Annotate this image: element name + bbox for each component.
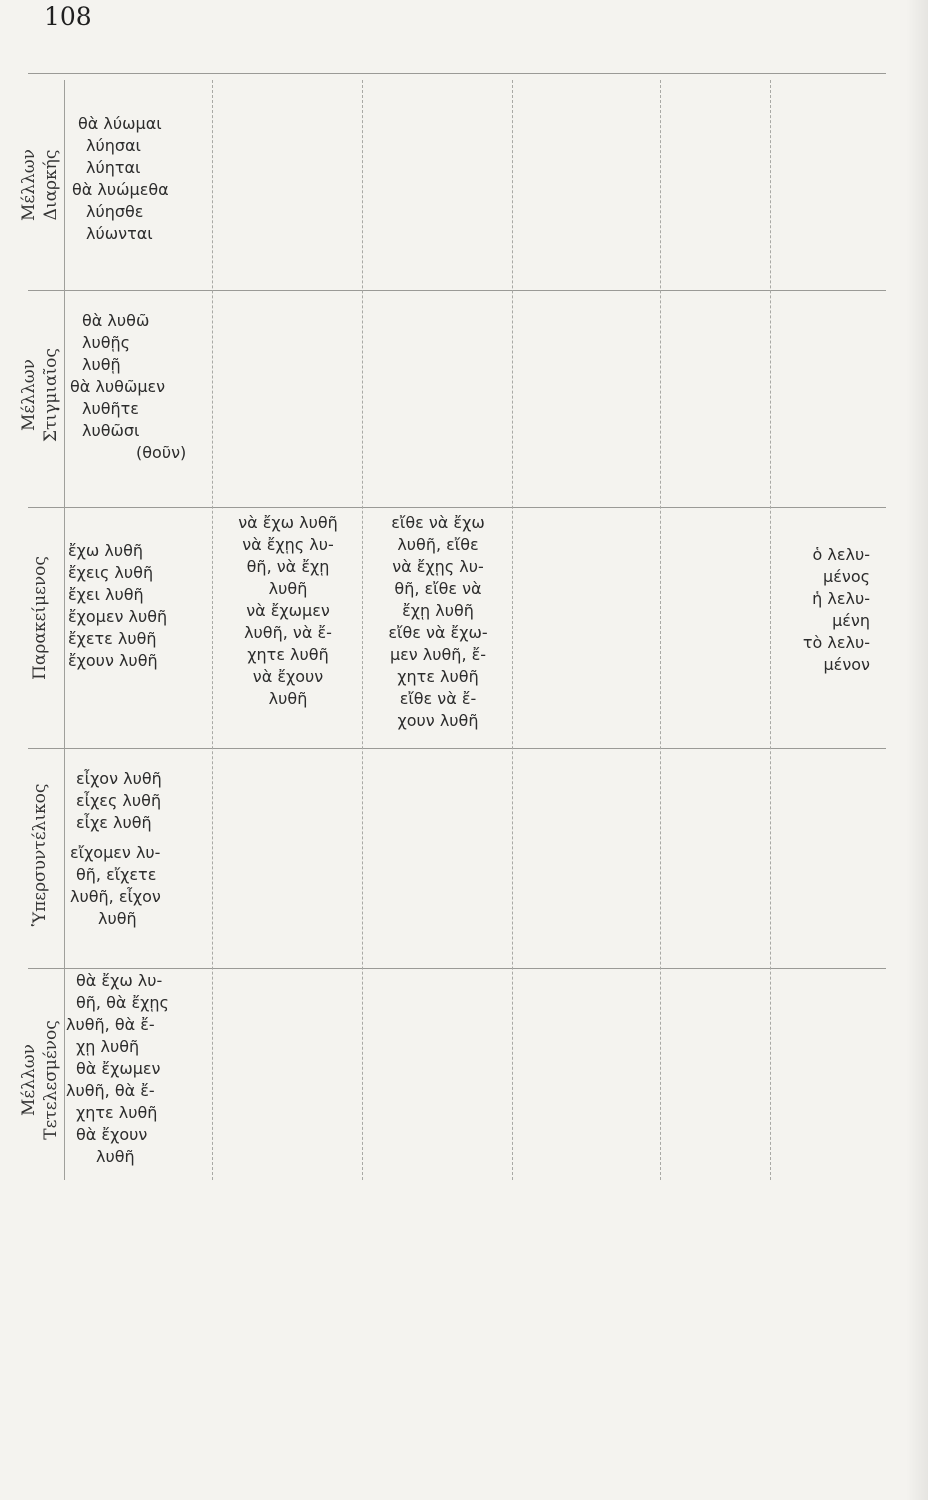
form-line: λυθῶσι (82, 421, 140, 440)
form-line: νὰ ἔχωμεν (246, 601, 330, 620)
form-line: (θοῦν) (136, 443, 187, 462)
form-line: λυθῆ, θὰ ἔ- (66, 1081, 155, 1100)
column-divider (512, 80, 513, 1180)
form-line: θὰ ἔχουν (76, 1125, 148, 1144)
form-line: λυθῆ (98, 909, 137, 928)
form-line: ἔχει λυθῆ (68, 585, 144, 604)
indicative-forms (70, 310, 186, 464)
form-line: εἴθε νὰ ἔχω- (388, 623, 488, 642)
column-divider (770, 80, 771, 1180)
form-line: ἔχετε λυθῆ (68, 629, 157, 648)
subjunctive-forms (214, 512, 362, 710)
form-line: τὸ λελυ- (802, 633, 870, 652)
form-line: μένον (823, 655, 870, 674)
form-line: λυθῆ (268, 579, 308, 598)
participle-forms (774, 544, 870, 676)
indicative-forms (68, 540, 167, 672)
indicative-forms (72, 113, 169, 245)
column-divider (212, 80, 213, 1180)
form-line: νὰ ἔχουν (252, 667, 324, 686)
form-line: θὰ λυθῶμεν (70, 377, 166, 396)
form-line: εἶχες λυθῆ (76, 791, 162, 810)
column-divider (362, 80, 363, 1180)
form-line: λυθῆ, εἴθε (397, 535, 479, 554)
optative-forms (364, 512, 512, 732)
form-line: νὰ ἔχῃς λυ- (242, 535, 334, 554)
form-line: λύηται (86, 158, 141, 177)
form-line: μένη (832, 611, 870, 630)
form-line: λύησαι (86, 136, 141, 155)
form-line: θῆ, νὰ ἔχῃ (246, 557, 330, 576)
form-line: θὰ λυθῶ (82, 311, 150, 330)
tense-label-line: Τετελεσμένος (41, 1020, 61, 1140)
row-divider (28, 290, 886, 291)
form-line: λυθῆ (96, 1147, 135, 1166)
tense-label-line: Διαρκής (41, 149, 61, 221)
tense-label-line: Στιγμιαῖος (41, 348, 61, 442)
form-line: θὰ ἔχω λυ- (76, 971, 163, 990)
form-line: ἔχω λυθῆ (68, 541, 144, 560)
form-line: μεν λυθῆ, ἔ- (389, 645, 487, 664)
form-line: λύησθε (86, 202, 144, 221)
form-line: θῆ, εἴθε νὰ (394, 579, 482, 598)
form-line: εἴθε νὰ ἔχω (391, 513, 485, 532)
column-divider (660, 80, 661, 1180)
form-line: εἶχον λυθῆ (76, 769, 162, 788)
form-line: λυθῆ (268, 689, 308, 708)
form-line: λυθῆ, εἶχον (70, 887, 161, 906)
form-line: ἡ λελυ- (812, 589, 870, 608)
form-line: λύωνται (86, 224, 153, 243)
page-edge-shadow (906, 0, 928, 1500)
form-line: εἴχομεν λυ- (70, 843, 161, 862)
form-line: ἔχῃ λυθῆ (402, 601, 474, 620)
form-line: θὰ λύωμαι (78, 114, 162, 133)
column-divider (64, 80, 65, 1180)
form-line: ὁ λελυ- (812, 545, 870, 564)
form-line: χητε λυθῆ (397, 667, 479, 686)
form-line: λυθῆ, νὰ ἔ- (244, 623, 332, 642)
form-line: λυθῇς (82, 333, 131, 352)
form-line: ἔχομεν λυθῆ (68, 607, 168, 626)
form-line: ἔχεις λυθῆ (68, 563, 154, 582)
form-line: χῃ λυθῆ (76, 1037, 140, 1056)
indicative-forms (66, 970, 169, 1168)
tense-label-line: Μέλλων (19, 359, 39, 431)
tense-label-line: Παρακείμενος (30, 556, 50, 680)
row-divider (28, 507, 886, 508)
row-divider (28, 748, 886, 749)
form-line: εἴθε νὰ ἔ- (399, 689, 477, 708)
indicative-forms (70, 768, 162, 930)
form-line: εἶχε λυθῆ (76, 813, 152, 832)
form-line: λυθῇ (82, 355, 121, 374)
form-line: θὰ ἔχωμεν (76, 1059, 161, 1078)
tense-label-line: Μέλλων (19, 149, 39, 221)
form-line: λυθῆτε (82, 399, 139, 418)
form-line: νὰ ἔχω λυθῆ (238, 513, 338, 532)
form-line: λυθῆ, θὰ ἔ- (66, 1015, 155, 1034)
table-top-rule (28, 73, 886, 74)
form-line: θῆ, θὰ ἔχῃς (76, 993, 169, 1012)
form-line: ἔχουν λυθῆ (68, 651, 158, 670)
form-line: χουν λυθῆ (397, 711, 479, 730)
form-line: χητε λυθῆ (76, 1103, 158, 1122)
row-divider (28, 968, 886, 969)
form-line: μένος (823, 567, 870, 586)
form-line: θὰ λυώμεθα (72, 180, 169, 199)
tense-label-line: Ὑπερσυντέλικος (30, 783, 50, 927)
form-line: χητε λυθῆ (247, 645, 329, 664)
tense-label-line: Μέλλων (19, 1044, 39, 1116)
form-line: νὰ ἔχῃς λυ- (392, 557, 484, 576)
form-line: θῆ, εἴχετε (76, 865, 157, 884)
page-number: 108 (44, 2, 92, 31)
